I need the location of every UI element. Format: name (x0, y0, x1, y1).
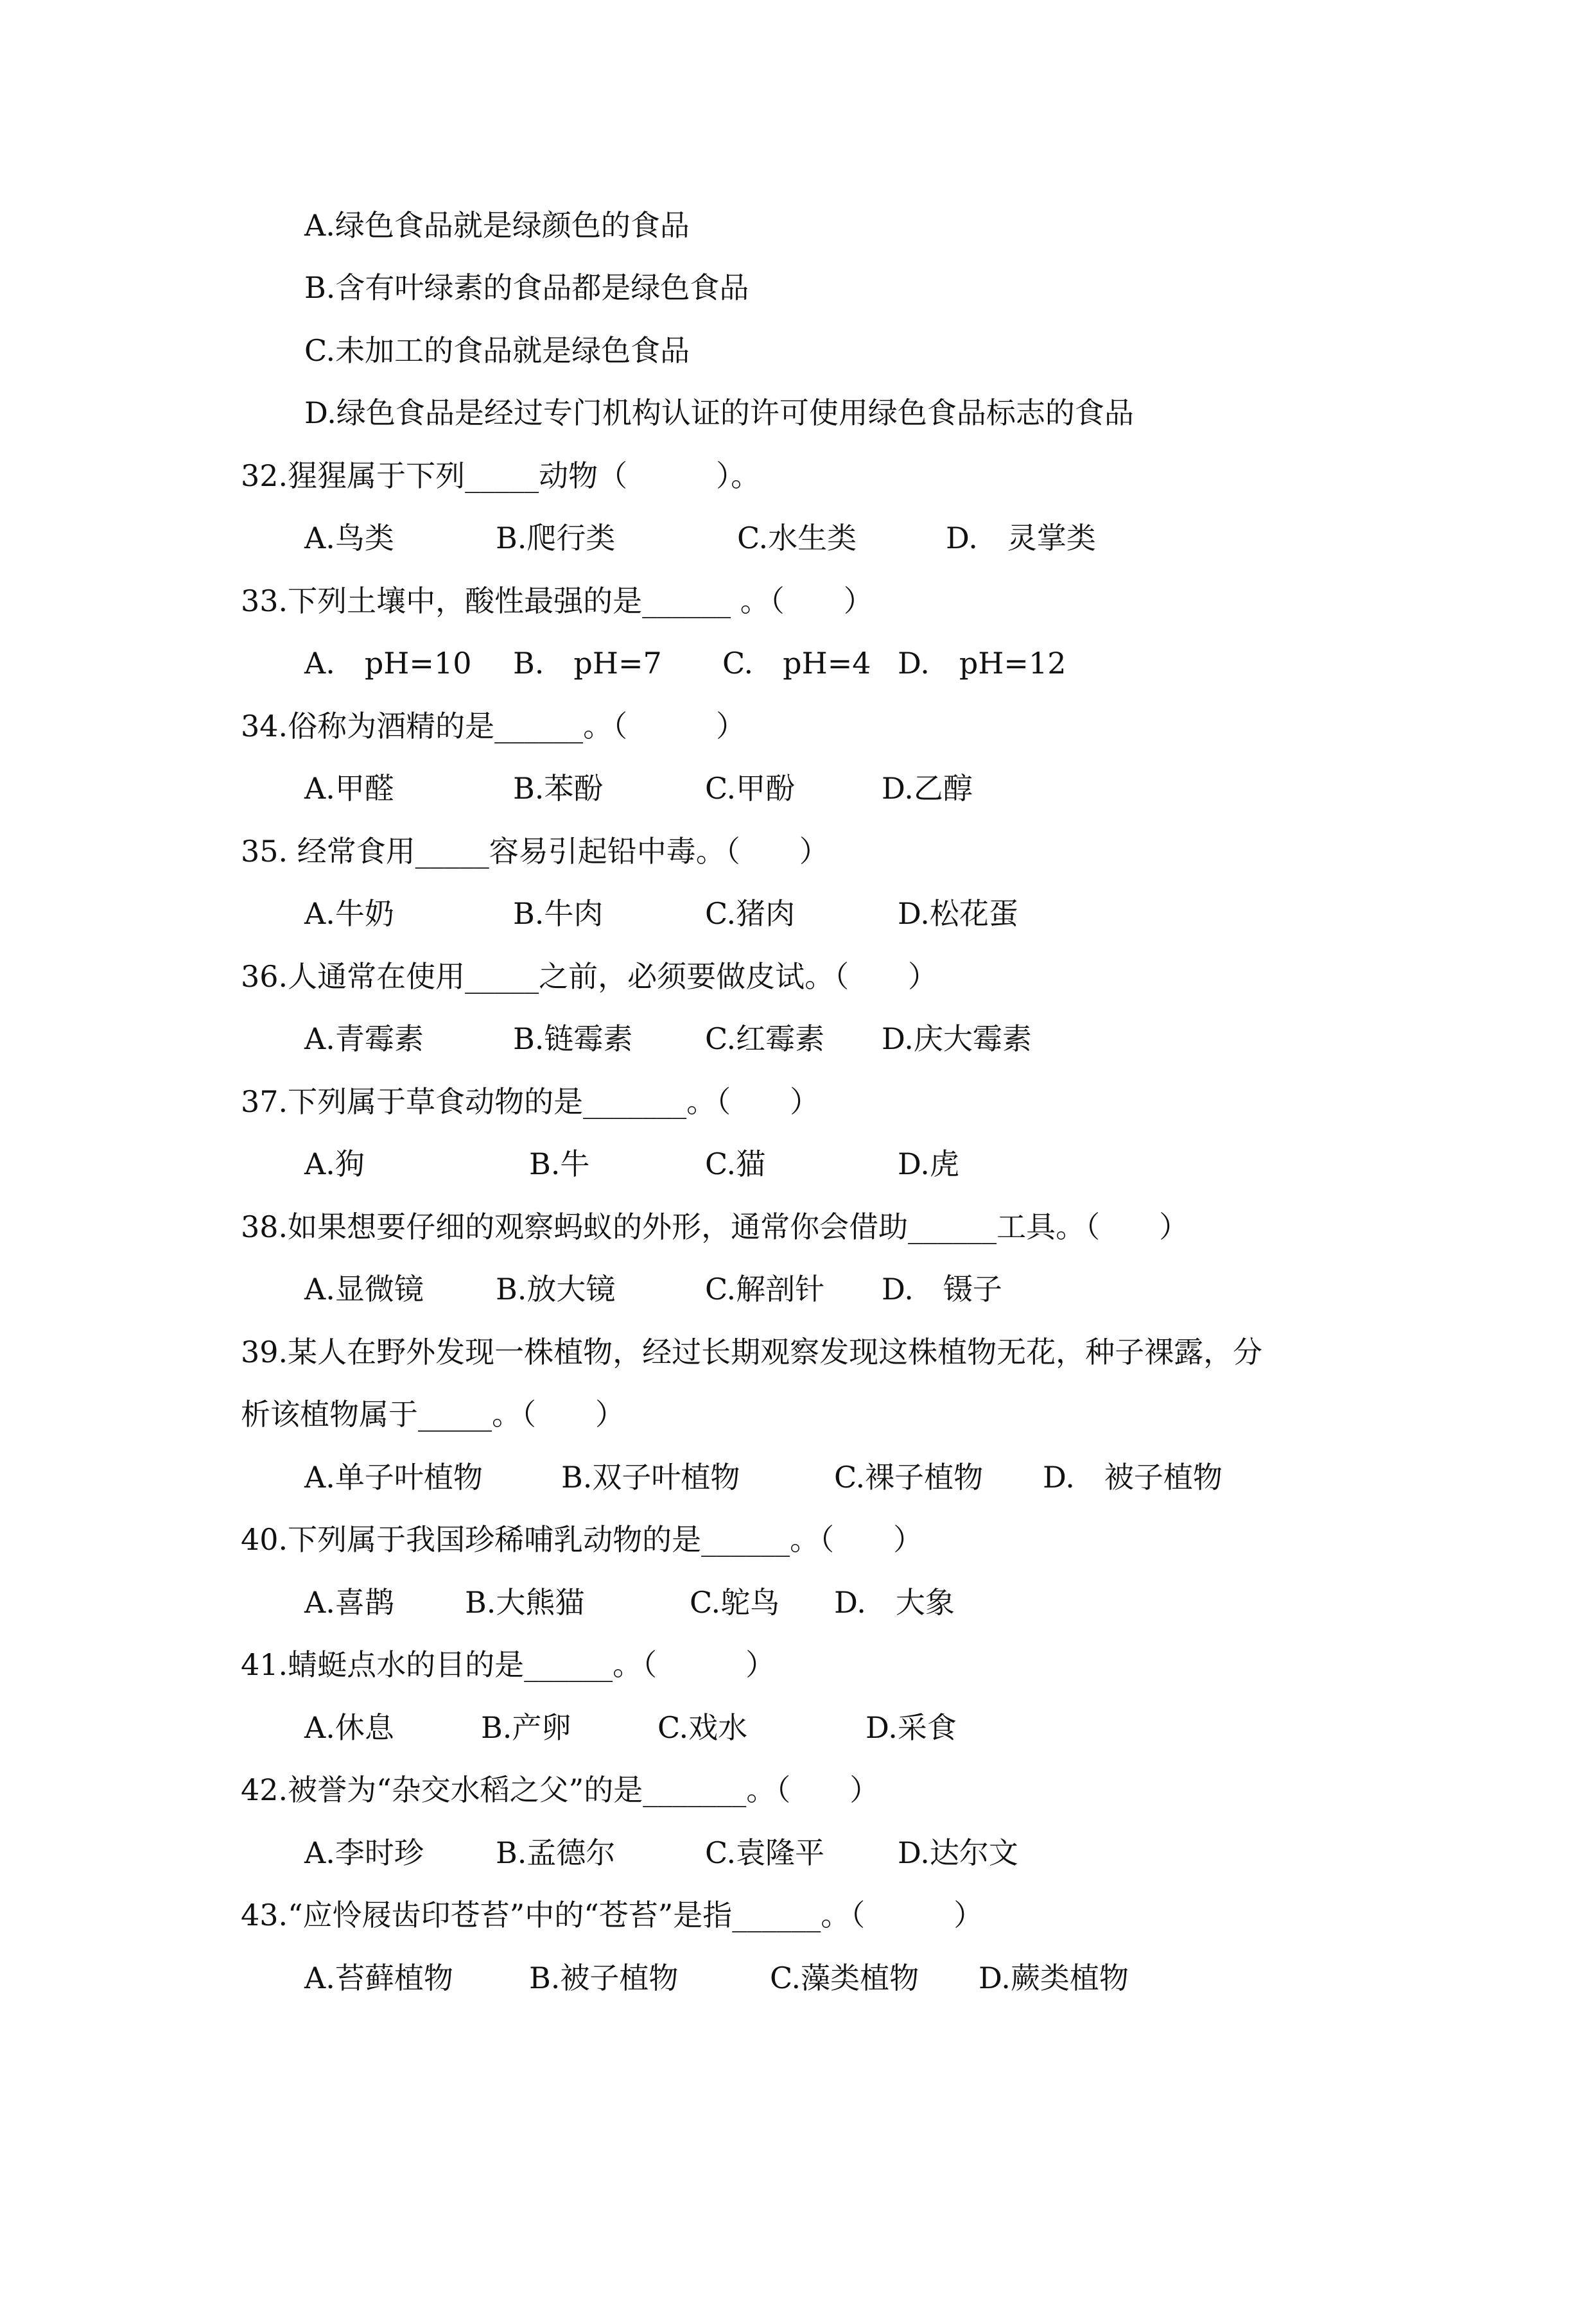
option-b: B.牛 (529, 1147, 590, 1181)
option-a: A. pH=10 (304, 646, 472, 681)
option-b: B.被子植物 (529, 1961, 679, 1995)
option-d: D. 大象 (834, 1585, 955, 1620)
question-43-stem: 43.“应怜屐齿印苍苔”中的“苍苔”是指______。（ ） (241, 1898, 984, 1932)
option-31-a: A.绿色食品就是绿颜色的食品 (304, 208, 690, 243)
option-b: B.链霉素 (513, 1021, 633, 1056)
question-32-stem: 32.猩猩属于下列_____动物（ ）。 (241, 458, 761, 493)
option-d: D.采食 (866, 1710, 957, 1745)
question-32-options (304, 507, 1096, 569)
option-d: D.虎 (898, 1147, 959, 1181)
option-d: D. 镊子 (882, 1272, 1002, 1306)
option-c: C.猫 (705, 1147, 766, 1181)
question-42-options (304, 1821, 1018, 1884)
option-31-d: D.绿色食品是经过专门机构认证的许可使用绿色食品标志的食品 (304, 395, 1134, 430)
option-b: B.孟德尔 (496, 1835, 616, 1870)
option-a: A.牛奶 (304, 896, 394, 931)
question-35-stem: 35. 经常食用_____容易引起铅中毒。（ ） (241, 834, 829, 869)
question-36-options (304, 1007, 1032, 1070)
option-b: B.苯酚 (513, 771, 604, 806)
option-c: C.戏水 (657, 1710, 748, 1745)
question-35-options (304, 882, 1018, 945)
question-38-options (304, 1258, 1002, 1321)
option-c: C.裸子植物 (834, 1460, 984, 1495)
option-b: B.牛肉 (513, 896, 604, 931)
question-34-stem: 34.俗称为酒精的是______。（ ） (241, 709, 746, 743)
option-b: B. pH=7 (513, 646, 662, 681)
question-40-options (304, 1571, 955, 1634)
option-c: C.甲酚 (705, 771, 796, 806)
option-a: A.喜鹊 (304, 1585, 394, 1620)
option-d: D. 灵掌类 (946, 521, 1096, 555)
option-a: A.显微镜 (304, 1272, 424, 1306)
option-b: B.产卵 (481, 1710, 571, 1745)
option-c: C. pH=4 (722, 646, 871, 681)
question-34-options (304, 757, 973, 820)
option-a: A.狗 (304, 1147, 365, 1181)
option-d: D. 被子植物 (1043, 1460, 1223, 1495)
option-d: D.松花蛋 (898, 896, 1018, 931)
option-c: C.鸵鸟 (690, 1585, 780, 1620)
option-c: C.袁隆平 (705, 1835, 825, 1870)
option-c: C.水生类 (737, 521, 857, 555)
question-39-options (304, 1446, 1223, 1509)
option-31-c: C.未加工的食品就是绿色食品 (304, 333, 690, 368)
question-38-stem: 38.如果想要仔细的观察蚂蚁的外形，通常你会借助______工具。（ ） (241, 1210, 1189, 1244)
option-b: B.爬行类 (496, 521, 616, 555)
option-a: A.青霉素 (304, 1021, 424, 1056)
question-42-stem: 42.被誉为“杂交水稻之父”的是_______。（ ） (241, 1773, 880, 1807)
option-31-b: B.含有叶绿素的食品都是绿色食品 (304, 270, 749, 305)
question-39-stem-continued: 析该植物属于_____。（ ） (241, 1397, 625, 1432)
question-33-stem: 33.下列土壤中，酸性最强的是______ 。（ ） (241, 584, 873, 618)
option-c: C.猪肉 (705, 896, 796, 931)
option-d: D.乙醇 (882, 771, 973, 806)
question-40-stem: 40.下列属于我国珍稀哺乳动物的是______。（ ） (241, 1522, 923, 1557)
option-a: A.单子叶植物 (304, 1460, 483, 1495)
option-c: C.红霉素 (705, 1021, 825, 1056)
question-37-options (304, 1132, 959, 1195)
option-a: A.休息 (304, 1710, 394, 1745)
option-d: D.达尔文 (898, 1835, 1018, 1870)
option-b: B.大熊猫 (465, 1585, 585, 1620)
option-c: C.解剖针 (705, 1272, 825, 1306)
option-a: A.甲醛 (304, 771, 394, 806)
question-39-stem: 39.某人在野外发现一株植物，经过长期观察发现这株植物无花，种子裸露，分 (241, 1335, 1263, 1369)
question-43-options (304, 1947, 1129, 2009)
option-c: C.藻类植物 (770, 1961, 919, 1995)
option-b: B.双子叶植物 (561, 1460, 740, 1495)
question-41-options (304, 1696, 957, 1759)
option-d: D.庆大霉素 (882, 1021, 1032, 1056)
option-a: A.鸟类 (304, 521, 394, 555)
option-a: A.李时珍 (304, 1835, 424, 1870)
option-d: D. pH=12 (898, 646, 1066, 681)
question-41-stem: 41.蜻蜓点水的目的是______。（ ） (241, 1647, 776, 1682)
option-d: D.蕨类植物 (979, 1961, 1129, 1995)
option-b: B.放大镜 (496, 1272, 616, 1306)
option-a: A.苔藓植物 (304, 1961, 453, 1995)
question-36-stem: 36.人通常在使用_____之前，必须要做皮试。（ ） (241, 959, 938, 994)
question-33-options (304, 632, 1066, 695)
question-37-stem: 37.下列属于草食动物的是_______。（ ） (241, 1084, 820, 1119)
